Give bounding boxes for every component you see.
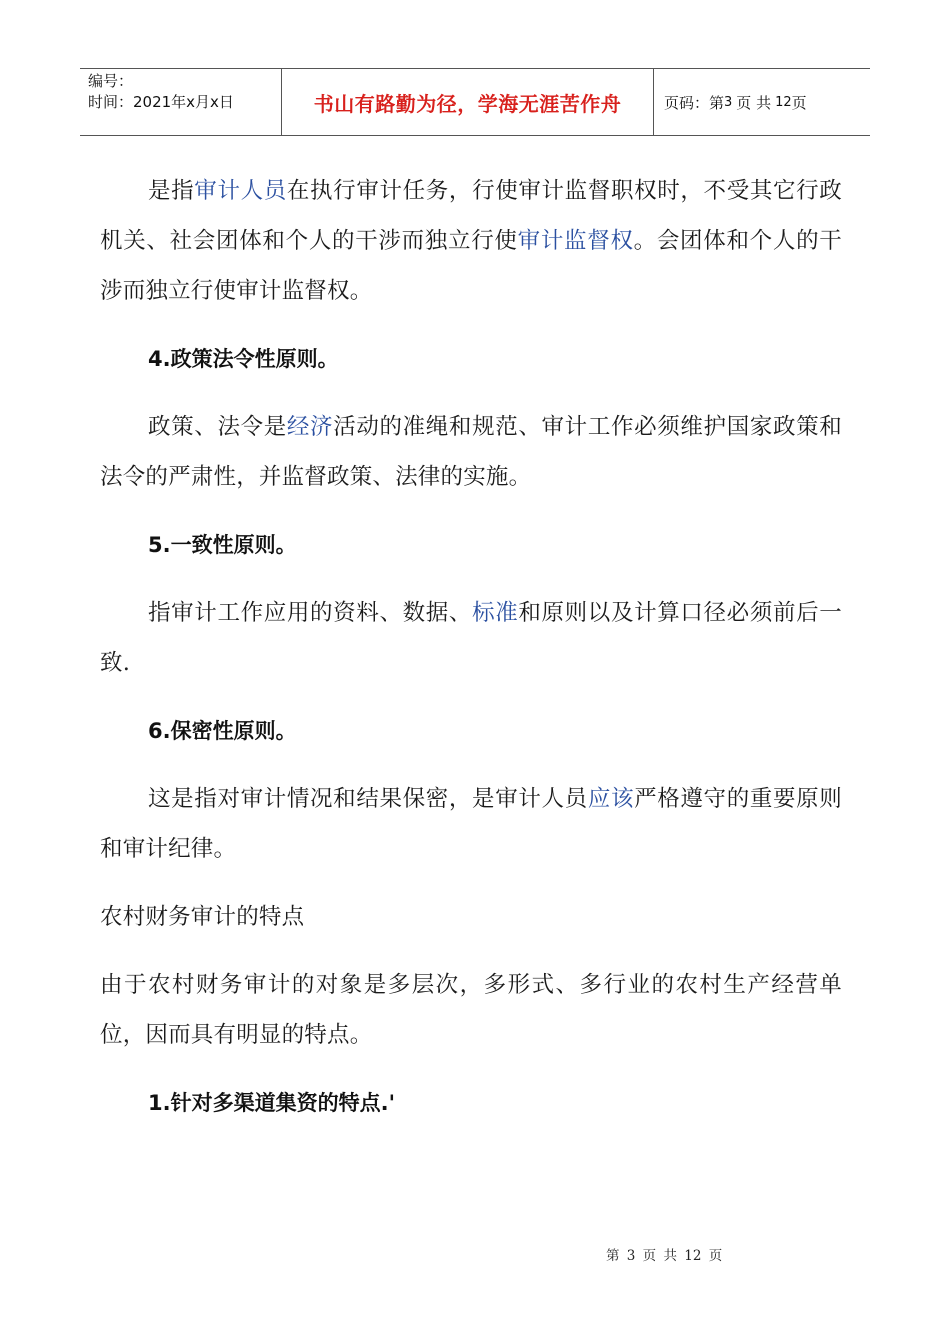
page-footer: 第 3 页 共 12 页 bbox=[606, 1248, 723, 1264]
heading-multi-channel-funding: 1.针对多渠道集资的特点.' bbox=[148, 1091, 395, 1115]
link-economy[interactable]: 经济 bbox=[286, 414, 334, 440]
link-should[interactable]: 应该 bbox=[587, 786, 635, 812]
text-segment: 和原则以及计算口径必须前后一致. bbox=[100, 600, 842, 676]
heading-consistency-principle: 5.一致性原则。 bbox=[148, 533, 297, 557]
heading-policy-principle: 4.政策法令性原则。 bbox=[148, 347, 339, 371]
paragraph-confidentiality bbox=[100, 774, 842, 874]
text-segment: 指审计工作应用的资料、数据、 bbox=[148, 600, 473, 626]
header-meta bbox=[80, 69, 282, 135]
link-audit-supervision-power[interactable]: 审计监督权 bbox=[517, 228, 634, 254]
header-motto: 书山有路勤为径，学海无涯苦作舟 bbox=[282, 69, 654, 135]
page-suffix: 页 bbox=[791, 93, 807, 112]
text-segment: 政策、法令是 bbox=[148, 414, 287, 440]
page-current: 3 bbox=[724, 94, 733, 110]
page-prefix: 页码：第 bbox=[664, 93, 725, 112]
page-header bbox=[80, 68, 870, 136]
link-auditor[interactable]: 审计人员 bbox=[194, 178, 287, 204]
paragraph-consistency bbox=[100, 588, 842, 688]
document-body bbox=[100, 166, 842, 1146]
text-segment: 这是指对审计情况和结果保密，是审计人员 bbox=[148, 786, 588, 812]
paragraph-rural-audit-intro: 由于农村财务审计的对象是多层次，多形式、多行业的农村生产经营单位，因而具有明显的特点。 bbox=[100, 972, 842, 1048]
paragraph-policy bbox=[100, 402, 842, 502]
text-segment: 活动的准绳和规范、审计工作必须维护国家政策和法令的严肃性，并监督政策、法律的实施。 bbox=[100, 414, 842, 490]
document-number-label: 编号： bbox=[88, 72, 134, 90]
paragraph-independence bbox=[100, 166, 842, 316]
heading-confidentiality-principle: 6.保密性原则。 bbox=[148, 719, 297, 743]
paragraph-rural-audit-title: 农村财务审计的特点 bbox=[100, 904, 305, 930]
text-segment: 严格遵守的重要原则和审计纪律。 bbox=[100, 786, 842, 862]
text-segment: 在执行审计任务，行使审计监督职权时，不受其它行政机关、社会团体和个人的干涉而独立行使 bbox=[100, 178, 842, 254]
page-mid: 页 共 bbox=[736, 93, 772, 112]
link-standard[interactable]: 标准 bbox=[472, 600, 519, 626]
text-segment: 是指 bbox=[148, 178, 195, 204]
document-date-label: 时间：2021年x月x日 bbox=[88, 93, 234, 111]
header-page-indicator bbox=[654, 69, 870, 135]
text-segment: 。会团体和个人的干涉而独立行使审计监督权。 bbox=[100, 228, 842, 304]
page-total: 12 bbox=[775, 94, 792, 110]
